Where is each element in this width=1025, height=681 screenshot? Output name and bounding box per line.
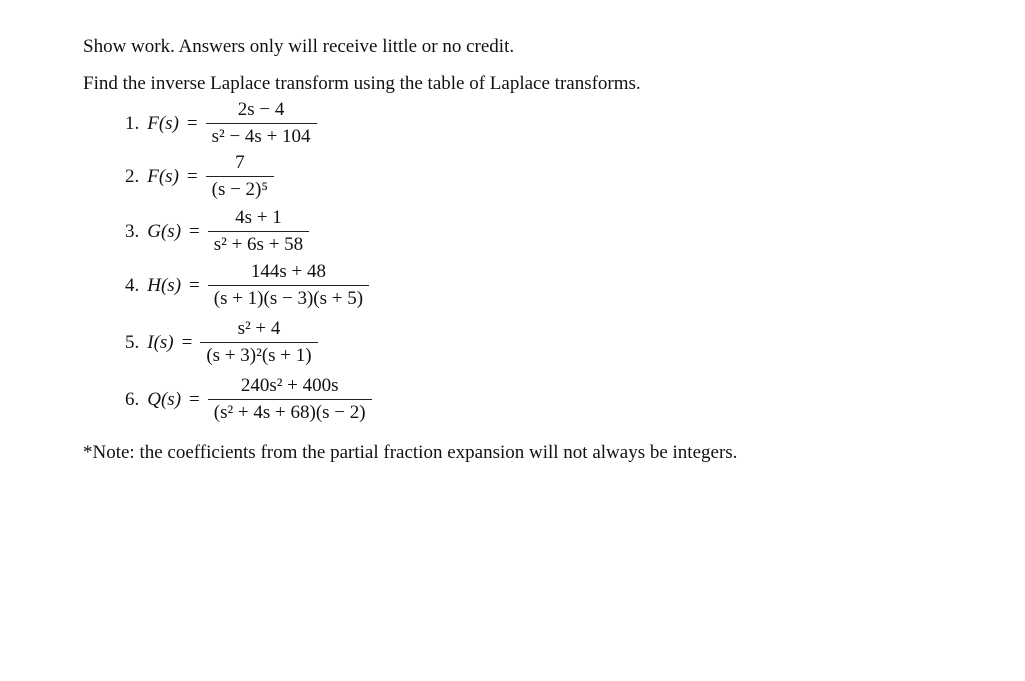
fraction-numerator: 7 — [235, 152, 245, 173]
coefficients-note: *Note: the coefficients from the partial fraction expansion will not always be integers. — [83, 442, 738, 463]
problem-number: 5. — [125, 331, 140, 353]
fraction — [206, 152, 274, 201]
fraction-denominator: s² + 6s + 58 — [213, 234, 304, 255]
problem-number: 1. — [125, 112, 140, 134]
fraction-denominator: (s² + 4s + 68)(s − 2) — [213, 402, 366, 423]
problem-4 — [125, 261, 369, 310]
problem-number: 3. — [125, 220, 140, 242]
equals-sign: = — [189, 220, 200, 242]
problem-2 — [125, 152, 274, 201]
fraction-numerator: 2s − 4 — [237, 99, 285, 120]
equals-sign: = — [189, 388, 200, 410]
problem-function: H(s) — [147, 274, 182, 296]
problem-number: 6. — [125, 388, 140, 410]
instruction-find-inverse: Find the inverse Laplace transform using the table of Laplace transforms. — [83, 73, 641, 94]
fraction-denominator: (s + 1)(s − 3)(s + 5) — [213, 288, 364, 309]
problem-5 — [125, 318, 318, 367]
fraction — [206, 99, 317, 148]
fraction-denominator: s² − 4s + 104 — [211, 126, 311, 147]
fraction — [200, 318, 317, 367]
fraction-denominator: (s − 2)⁵ — [211, 179, 269, 200]
problem-function: G(s) — [147, 220, 182, 242]
fraction-numerator: 144s + 48 — [250, 261, 326, 282]
equals-sign: = — [181, 331, 193, 353]
problem-1 — [125, 99, 317, 148]
fraction-numerator: s² + 4 — [237, 318, 281, 339]
problem-number: 4. — [125, 274, 140, 296]
fraction — [208, 207, 309, 256]
problem-3 — [125, 207, 309, 256]
problem-function: F(s) — [147, 165, 179, 187]
fraction-numerator: 240s² + 400s — [240, 375, 339, 396]
equals-sign: = — [186, 165, 198, 187]
equals-sign: = — [186, 112, 198, 134]
instruction-show-work: Show work. Answers only will receive little or no credit. — [83, 36, 515, 57]
fraction-numerator: 4s + 1 — [235, 207, 282, 228]
fraction — [208, 261, 369, 310]
fraction-denominator: (s + 3)²(s + 1) — [206, 345, 312, 366]
problem-function: I(s) — [147, 331, 174, 353]
problem-6 — [125, 375, 372, 424]
problem-function: Q(s) — [147, 388, 182, 410]
problem-function: F(s) — [147, 112, 179, 134]
problem-number: 2. — [125, 165, 140, 187]
fraction — [208, 375, 372, 424]
equals-sign: = — [189, 274, 200, 296]
